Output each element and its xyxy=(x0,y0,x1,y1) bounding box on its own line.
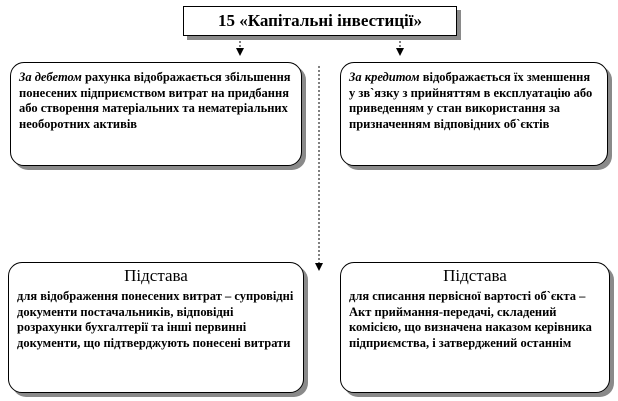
debit-lead: За дебетом xyxy=(19,70,82,84)
basis-left-title: Підстава xyxy=(124,266,188,285)
debit-box xyxy=(10,62,302,166)
basis-left-text: для відображення понесених витрат – супровідні документи постачальників, відповідні розрахунки бухгалтерії та інші первинні документи, що підтверджують понесені витрати xyxy=(17,289,294,350)
credit-box xyxy=(340,62,608,166)
basis-right-box xyxy=(340,262,610,393)
credit-lead: За кредитом xyxy=(349,70,420,84)
basis-left-box xyxy=(8,262,304,393)
debit-text: рахунка відображається збільшення понесених підприємством витрат на придбання або створення матеріальних та нематеріальних необоротних активів xyxy=(19,70,291,131)
account-title: 15 «Капітальні інвестиції» xyxy=(217,11,423,30)
basis-right-text: для списання первісної вартості об`єкта – Акт приймання-передачі, складений комісією, що визначена наказом керівника підприємства, і затверджений останнім xyxy=(349,289,592,350)
account-title-box xyxy=(183,6,457,36)
basis-right-title: Підстава xyxy=(443,266,507,285)
credit-text: відображається їх зменшення у зв`язку з прийняттям в експлуатацію або приведенням у стан використання за призначенням відповідних об`єктів xyxy=(349,70,593,131)
debit-description xyxy=(19,70,293,132)
credit-description xyxy=(349,70,599,132)
